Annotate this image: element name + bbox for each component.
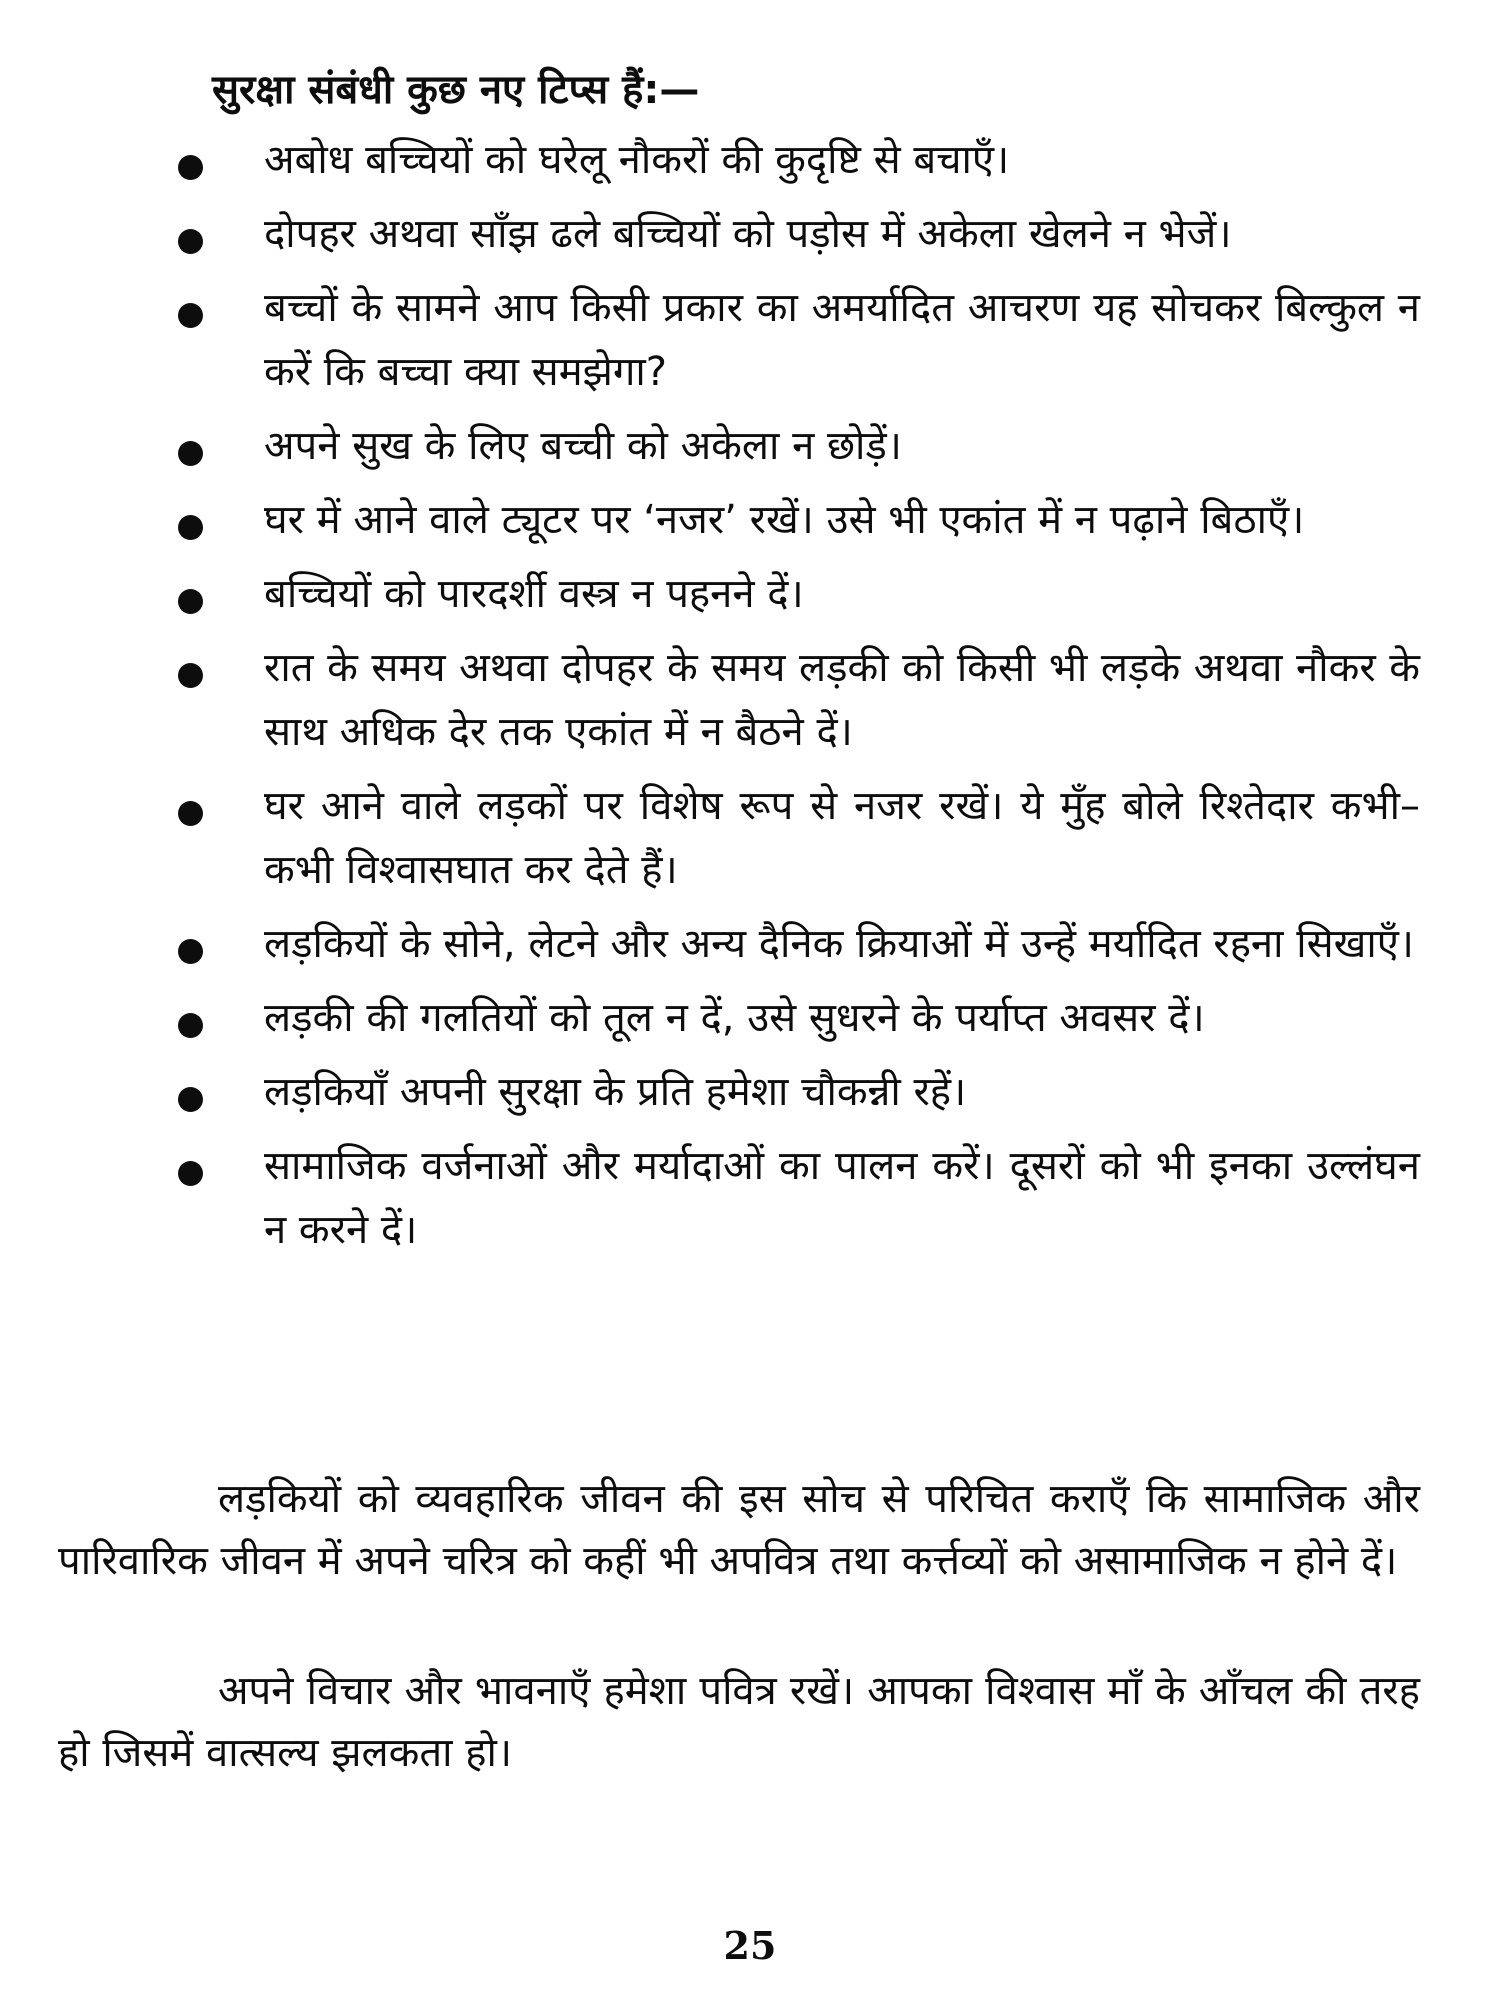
list-item-text: रात के समय अथवा दोपहर के समय लड़की को किसी भी लड़के अथवा नौकर के साथ अधिक देर तक एकांत में न बैठने दें। [264,645,1420,755]
list-item [160,912,1420,976]
bullet-icon [178,229,203,254]
list-item-text: दोपहर अथवा साँझ ढले बच्चियों को पड़ोस में अकेला खेलने न भेजें। [264,211,1232,257]
body-paragraph: लड़कियों को व्यवहारिक जीवन की इस सोच से परिचित कराएँ कि सामाजिक और पारिवारिक जीवन में अपने चरित्र को कहीं भी अपवित्र तथा कर्त्तव्यों को असामाजिक न होने दें। [58,1476,1420,1584]
list-item [160,636,1420,764]
list-item-text: घर में आने वाले ट्यूटर पर ‘नजर’ रखें। उसे भी एकांत में न पढ़ाने बिठाएँ। [264,497,1305,543]
bullet-icon [178,1013,203,1038]
list-item-text: अपने सुख के लिए बच्ची को अकेला न छोड़ें। [264,423,902,469]
list-item [160,1134,1420,1262]
list-item-text: बच्चियों को पारदर्शी वस्त्र न पहनने दें। [264,571,804,617]
list-item-text: लड़कियाँ अपनी सुरक्षा के प्रति हमेशा चौकन्नी रहें। [264,1069,967,1115]
bullet-icon [178,1161,203,1186]
list-item [160,986,1420,1050]
list-item-text: लड़कियों के सोने, लेटने और अन्य दैनिक क्रियाओं में उन्हें मर्यादित रहना सिखाएँ। [264,921,1414,967]
bullet-icon [178,801,203,826]
list-item [160,1060,1420,1124]
list-item [160,562,1420,626]
list-item [160,414,1420,478]
list-item-text: लड़की की गलतियों को तूल न दें, उसे सुधरने के पर्याप्त अवसर दें। [264,995,1205,1041]
list-item [160,774,1420,902]
body-paragraph: अपने विचार और भावनाएँ हमेशा पवित्र रखें। आपका विश्वास माँ के आँचल की तरह हो जिसमें वात्सल्य झलकता हो। [58,1668,1420,1776]
page-number: 25 [723,1923,777,1968]
bullet-icon [178,515,203,540]
bullet-icon [178,589,203,614]
bullet-icon [178,663,203,688]
list-item-text: अबोध बच्चियों को घरेलू नौकरों की कुदृष्टि से बचाएँ। [264,137,1010,183]
bullet-icon [178,303,203,328]
safety-tips-list [160,128,1420,1272]
bullet-icon [178,155,203,180]
list-item-text: सामाजिक वर्जनाओं और मर्यादाओं का पालन करें। दूसरों को भी इनका उल्लंघन न करने दें। [264,1143,1420,1253]
list-item [160,202,1420,266]
section-heading: सुरक्षा संबंधी कुछ नए टिप्स हैं:— [212,67,700,113]
list-item [160,128,1420,192]
list-item [160,488,1420,552]
bullet-icon [178,1087,203,1112]
list-item [160,276,1420,404]
bullet-icon [178,441,203,466]
list-item-text: बच्चों के सामने आप किसी प्रकार का अमर्यादित आचरण यह सोचकर बिल्कुल न करें कि बच्चा क्या समझेगा? [264,285,1420,395]
bullet-icon [178,939,203,964]
list-item-text: घर आने वाले लड़कों पर विशेष रूप से नजर रखें। ये मुँह बोले रिश्तेदार कभी–कभी विश्वासघात कर देते हैं। [264,783,1420,893]
